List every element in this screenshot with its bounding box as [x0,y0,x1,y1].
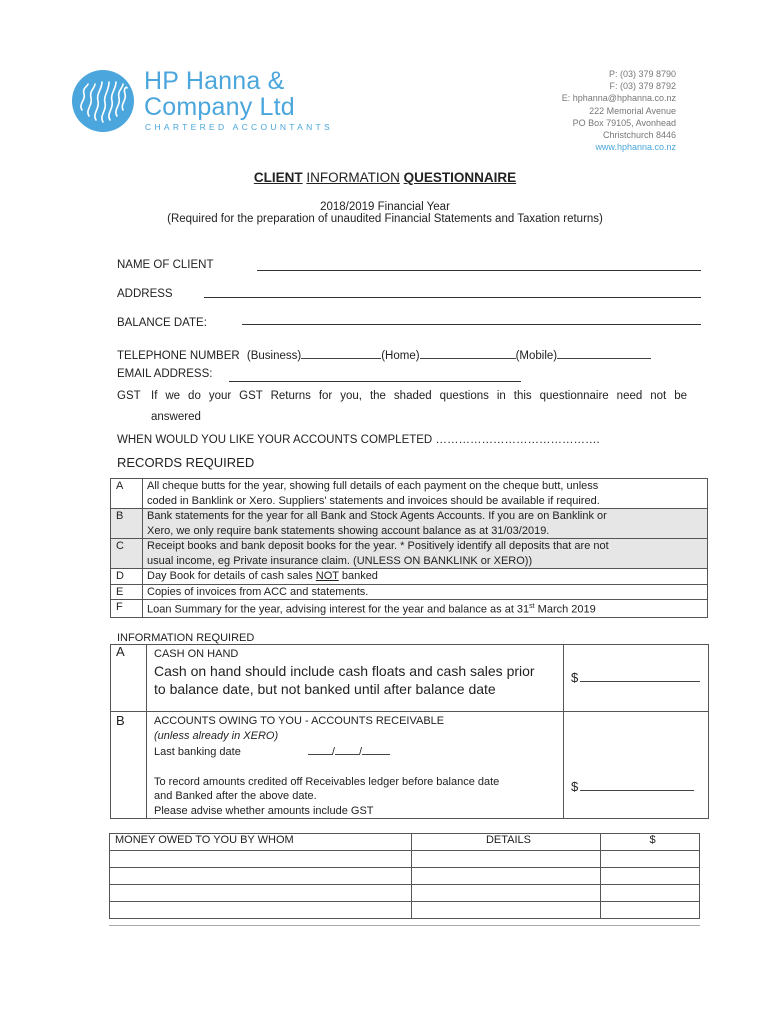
contact-address3: Christchurch 8446 [602,130,676,141]
table-cell[interactable] [412,868,601,885]
title-part3: QUESTIONNAIRE [403,170,517,185]
amount-header: $ [601,834,700,851]
table-row [110,902,700,919]
contact-email[interactable]: E: hphanna@hphanna.co.nz [561,93,676,104]
receivables-cell [147,712,564,819]
table-row [110,885,700,902]
cash-on-hand-text1: Cash on hand should include cash floats and cash sales prior [154,662,535,679]
table-cell[interactable] [110,851,412,868]
last-banking-label: Last banking date [154,746,241,758]
cash-on-hand-cell [147,645,564,712]
cash-on-hand-title: CASH ON HAND [154,648,239,660]
details-header: DETAILS [412,834,601,851]
record-text: Loan Summary for the year, advising interest for the year and balance as at 31st March 2019 [143,600,708,618]
home-phone-field[interactable] [420,347,516,359]
table-row [111,645,709,712]
client-name-field[interactable] [257,270,701,271]
record-letter: F [111,600,143,618]
table-cell[interactable] [601,868,700,885]
cash-on-hand-text2: to balance date, but not banked until after balance date [154,680,496,697]
brand-tagline: CHARTERED ACCOUNTANTS [145,122,333,132]
address-field[interactable] [204,297,701,298]
table-row [111,600,708,618]
record-letter: A [111,479,143,509]
brand-name-line2: Company Ltd [144,93,295,121]
purpose-note: (Required for the preparation of unaudited Financial Statements and Taxation returns) [167,213,603,225]
contact-address2: PO Box 79105, Avonhead [572,117,676,128]
record-letter: E [111,584,143,600]
table-row [111,712,709,819]
cash-on-hand-amount[interactable]: $ [564,645,709,712]
last-banking-date-field[interactable]: / / [308,746,390,758]
financial-year: 2018/2019 Financial Year [320,201,450,213]
record-letter: D [111,569,143,585]
client-name-label: NAME OF CLIENT [117,259,214,271]
page-title [0,170,770,185]
info-table [110,644,709,819]
table-row [110,868,700,885]
accounts-completed-field[interactable]: ……………………………………. [435,434,600,446]
table-cell[interactable] [110,885,412,902]
record-letter: B [111,509,143,539]
contact-website[interactable]: www.hphanna.co.nz [595,142,676,153]
records-heading: RECORDS REQUIRED [117,455,255,470]
email-label: EMAIL ADDRESS: [117,368,213,380]
balance-date-label: BALANCE DATE: [117,317,207,329]
table-row [110,834,700,851]
accounts-completed-row [117,434,600,446]
address-label: ADDRESS [117,288,173,300]
contact-block [562,68,676,153]
contact-address1: 222 Memorial Avenue [589,105,676,116]
table-cell[interactable] [110,868,412,885]
balance-date-field[interactable] [242,324,701,325]
mobile-label: (Mobile) [515,350,558,362]
record-text: All cheque butts for the year, showing full details of each payment on the cheque butt, unless coded in Banklink or Xero. Suppliers' statements and invoices should be available if required. [143,479,708,509]
gst-text-cont: answered [151,411,201,423]
record-letter: C [111,539,143,569]
table-cell[interactable] [412,885,601,902]
info-letter-b: B [111,712,147,819]
contact-fax: F: (03) 379 8792 [609,81,676,92]
receivables-note: (unless already in XERO) [154,729,279,742]
receivables-text1: To record amounts credited off Receivables ledger before balance date [154,775,500,788]
receivables-title: ACCOUNTS OWING TO YOU - ACCOUNTS RECEIVABLE [154,715,445,727]
table-cell[interactable] [412,851,601,868]
last-banking-row [154,743,563,760]
table-cell[interactable] [110,902,412,919]
table-row [111,479,708,509]
receivables-amount[interactable]: $ [564,712,709,819]
money-owed-header: MONEY OWED TO YOU BY WHOM [110,834,412,851]
telephone-label: TELEPHONE NUMBER [117,350,240,362]
business-phone-field[interactable] [301,347,381,359]
footer-divider [109,925,700,926]
record-text: Day Book for details of cash sales NOT banked [143,569,708,585]
email-field[interactable] [229,381,521,382]
table-cell[interactable] [412,902,601,919]
table-cell[interactable] [601,902,700,919]
records-table [110,478,708,618]
table-row [111,509,708,539]
table-cell[interactable] [601,851,700,868]
info-letter-a: A [111,645,147,712]
info-heading: INFORMATION REQUIRED [117,632,255,644]
table-row [111,584,708,600]
logo-icon [72,70,134,132]
money-owed-table [109,833,700,919]
mobile-phone-field[interactable] [557,347,651,359]
contact-phone: P: (03) 379 8790 [608,69,676,79]
table-cell[interactable] [601,885,700,902]
record-text: Copies of invoices from ACC and statements. [143,584,708,600]
table-row [111,569,708,585]
table-row [110,851,700,868]
accounts-completed-label: WHEN WOULD YOU LIKE YOUR ACCOUNTS COMPLETED [117,434,433,446]
gst-label: GST [117,390,141,402]
gst-text: If we do your GST Returns for you, the shaded questions in this questionnaire need not be [151,390,687,402]
home-label: (Home) [381,350,420,362]
telephone-row [117,347,651,362]
table-row [111,539,708,569]
title-part1: CLIENT [253,170,303,185]
brand-name-line1: HP Hanna & [144,67,285,95]
title-part2: INFORMATION [306,170,400,185]
business-label: (Business) [246,350,302,362]
record-text: Bank statements for the year for all Bank and Stock Agents Accounts. If you are on Banklink or Xero, we only require bank statements showing account balance as at 31/03/2019. [143,509,708,539]
record-text: Receipt books and bank deposit books for the year. * Positively identify all deposits that are not usual income, eg Private insurance claim. (UNLESS ON BANKLINK or XERO)) [143,539,708,569]
receivables-text2: and Banked after the above date. [154,790,317,802]
receivables-text3: Please advise whether amounts include GST [154,804,374,817]
